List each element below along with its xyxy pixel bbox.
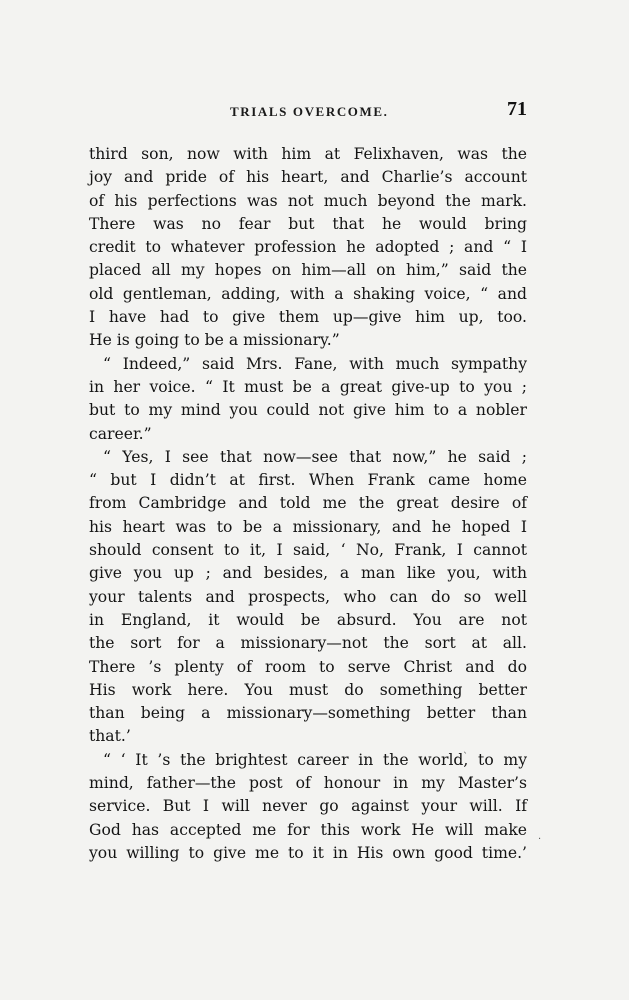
- text-line: of his perfections was not much beyond the mark.: [89, 191, 527, 210]
- text-line: than being a missionary—something better than: [89, 704, 527, 723]
- text-line: but to my mind you could not give him to a nobler: [89, 401, 527, 420]
- text-line: you willing to give me to it in His own good time.’: [89, 843, 527, 862]
- text-line: God has accepted me for this work He will make: [89, 820, 527, 839]
- text-line: He is going to be a missionary.”: [89, 331, 340, 350]
- text-line: “ ‘ It ’s the brightest career in the world, to my: [103, 750, 527, 769]
- text-line: There was no fear but that he would bring: [89, 214, 527, 233]
- text-line: “ but I didn’t at first. When Frank came home: [89, 471, 527, 490]
- text-line: There ’s plenty of room to serve Christ and do: [89, 657, 527, 676]
- text-line: career.”: [89, 424, 152, 443]
- text-line: mind, father—the post of honour in my Master’s: [89, 774, 527, 793]
- text-line: in her voice. “ It must be a great give-up to you ;: [89, 377, 527, 396]
- running-title: TRIALS OVERCOME.: [230, 104, 389, 119]
- text-line: in England, it would be absurd. You are not: [89, 610, 527, 629]
- text-line: service. But I will never go against your will. If: [89, 797, 527, 816]
- text-line: give you up ; and besides, a man like you, with: [89, 564, 527, 583]
- page-number: 71: [507, 98, 527, 120]
- text-line: from Cambridge and told me the great desire of: [89, 494, 527, 513]
- paper-speck: ˎ: [463, 743, 468, 754]
- body-text: [89, 143, 527, 865]
- text-line: placed all my hopes on him—all on him,” said the: [89, 261, 527, 280]
- text-line: “ Yes, I see that now—see that now,” he said ;: [103, 447, 527, 466]
- text-line: old gentleman, adding, with a shaking voice, “ and: [89, 284, 527, 303]
- text-line: your talents and prospects, who can do so well: [89, 587, 527, 606]
- text-line: “ Indeed,” said Mrs. Fane, with much sympathy: [103, 354, 527, 373]
- text-line: I have had to give them up—give him up, too.: [89, 308, 527, 327]
- text-line: that.’: [89, 727, 131, 746]
- text-line: His work here. You must do something better: [89, 680, 527, 699]
- text-line: third son, now with him at Felixhaven, was the: [89, 145, 527, 163]
- text-line: credit to whatever profession he adopted ; and “ I: [89, 238, 527, 257]
- text-line: the sort for a missionary—not the sort at all.: [89, 634, 527, 653]
- running-head: [89, 98, 527, 128]
- text-line: his heart was to be a missionary, and he hoped I: [89, 517, 527, 536]
- text-line: joy and pride of his heart, and Charlie’s account: [89, 168, 527, 187]
- text-line: should consent to it, I said, ‘ No, Frank, I cannot: [89, 541, 527, 560]
- paper-speck: ·: [538, 834, 542, 845]
